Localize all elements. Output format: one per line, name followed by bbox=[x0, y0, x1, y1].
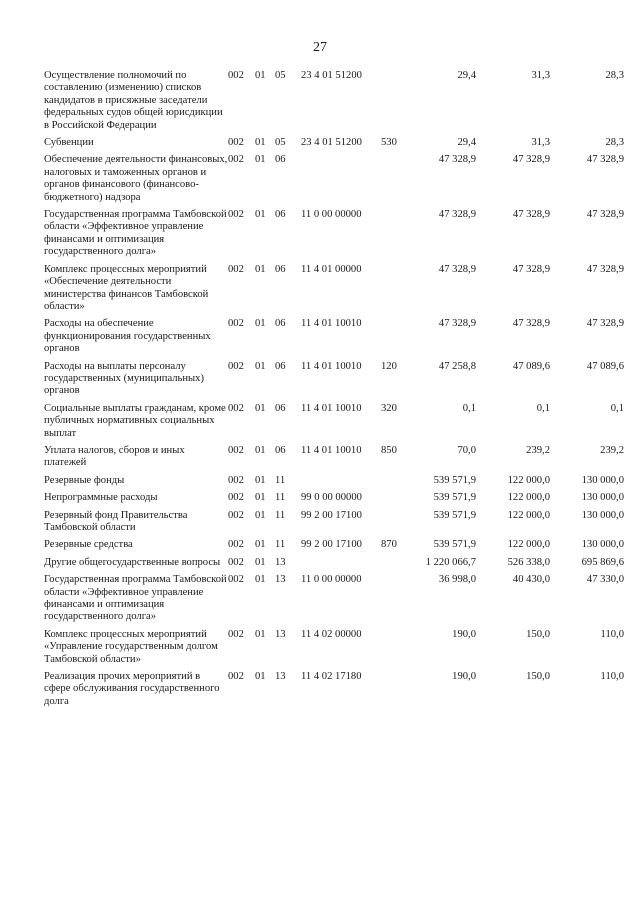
row-expense-type-code: 870 bbox=[381, 539, 397, 551]
row-amount-2: 122 000,0 bbox=[507, 474, 550, 486]
row-amount-1: 47 328,9 bbox=[438, 318, 476, 330]
row-amount-1: 29,4 bbox=[457, 70, 476, 81]
row-grbs-code: 002 bbox=[228, 574, 244, 586]
table-row bbox=[44, 492, 624, 509]
row-section-code: 01 bbox=[255, 539, 266, 551]
row-target-article-code: 11 0 00 00000 bbox=[301, 209, 362, 221]
row-subsection-code: 06 bbox=[275, 263, 286, 275]
row-name: Комплекс процессных мероприятий «Обеспечение деятельности министерства финансов Тамбовской области» bbox=[44, 263, 209, 312]
row-amount-3: 47 328,9 bbox=[586, 209, 624, 221]
row-name: Другие общегосударственные вопросы bbox=[44, 556, 221, 568]
row-amount-1: 190,0 bbox=[452, 671, 476, 683]
row-grbs-code: 002 bbox=[228, 492, 244, 504]
row-section-code: 01 bbox=[255, 209, 266, 221]
row-amount-3: 695 869,6 bbox=[581, 556, 624, 568]
row-amount-2: 122 000,0 bbox=[507, 509, 550, 521]
row-name: Субвенции bbox=[44, 137, 94, 149]
table-row bbox=[44, 557, 624, 574]
row-name: Расходы на обеспечение функционирования государственных органов bbox=[44, 318, 211, 355]
row-expense-type-code bbox=[381, 70, 405, 137]
table-row bbox=[44, 361, 624, 403]
row-subsection-code: 06 bbox=[275, 209, 286, 221]
row-amount-3: 110,0 bbox=[600, 671, 624, 683]
row-expense-type-code bbox=[381, 154, 405, 209]
row-amount-2: 31,3 bbox=[531, 70, 550, 81]
row-subsection-code: 05 bbox=[275, 70, 286, 81]
row-subsection-code: 11 bbox=[275, 539, 286, 551]
row-target-article-code: 11 4 02 17180 bbox=[301, 671, 362, 683]
row-amount-3: 28,3 bbox=[605, 70, 624, 81]
row-amount-3: 0,1 bbox=[610, 402, 624, 414]
row-expense-type-code bbox=[381, 671, 405, 713]
table-row bbox=[44, 671, 624, 713]
row-target-article-code: 11 4 01 10010 bbox=[301, 360, 362, 372]
table-row bbox=[44, 209, 624, 264]
row-target-article-code bbox=[301, 154, 381, 209]
table-row bbox=[44, 475, 624, 492]
row-amount-2: 122 000,0 bbox=[507, 539, 550, 551]
row-target-article-code: 11 4 01 10010 bbox=[301, 444, 362, 456]
row-name: Непрограммные расходы bbox=[44, 492, 158, 504]
row-amount-3: 47 328,9 bbox=[586, 318, 624, 330]
row-section-code: 01 bbox=[255, 671, 266, 683]
row-target-article-code: 99 2 00 17100 bbox=[301, 509, 362, 521]
row-target-article-code: 11 4 02 00000 bbox=[301, 628, 362, 640]
row-grbs-code: 002 bbox=[228, 474, 244, 486]
row-amount-3: 110,0 bbox=[600, 628, 624, 640]
row-target-article-code: 23 4 01 51200 bbox=[301, 70, 362, 81]
row-subsection-code: 13 bbox=[275, 574, 286, 586]
row-expense-type-code bbox=[381, 209, 405, 264]
row-amount-1: 539 571,9 bbox=[433, 509, 476, 521]
row-grbs-code: 002 bbox=[228, 671, 244, 683]
row-expense-type-code bbox=[381, 557, 405, 574]
budget-table bbox=[44, 70, 624, 713]
row-amount-2: 239,2 bbox=[526, 444, 550, 456]
row-section-code: 01 bbox=[255, 444, 266, 456]
row-amount-1: 29,4 bbox=[457, 137, 476, 149]
row-subsection-code: 13 bbox=[275, 671, 286, 683]
row-amount-1: 190,0 bbox=[452, 628, 476, 640]
row-amount-2: 0,1 bbox=[536, 402, 550, 414]
row-expense-type-code bbox=[381, 264, 405, 319]
row-name: Социальные выплаты гражданам, кроме публичных нормативных социальных выплат bbox=[44, 402, 226, 439]
row-amount-1: 539 571,9 bbox=[433, 474, 476, 486]
row-amount-2: 47 328,9 bbox=[512, 154, 550, 166]
row-name: Осуществление полномочий по составлению (изменению) списков кандидатов в присяжные заседатели федеральных судов общей юрисдикции в Российской Федерации bbox=[44, 70, 223, 131]
row-section-code: 01 bbox=[255, 474, 266, 486]
row-grbs-code: 002 bbox=[228, 318, 244, 330]
row-amount-1: 70,0 bbox=[457, 444, 476, 456]
row-subsection-code: 06 bbox=[275, 318, 286, 330]
row-target-article-code: 99 2 00 17100 bbox=[301, 539, 362, 551]
table-row bbox=[44, 264, 624, 319]
row-grbs-code: 002 bbox=[228, 137, 244, 149]
row-expense-type-code bbox=[381, 475, 405, 492]
table-row bbox=[44, 574, 624, 629]
row-section-code: 01 bbox=[255, 70, 266, 81]
row-name: Обеспечение деятельности финансовых, налоговых и таможенных органов и органов финансового (финансово-бюджетного) надзора bbox=[44, 154, 228, 203]
row-amount-2: 150,0 bbox=[526, 628, 550, 640]
row-subsection-code: 06 bbox=[275, 360, 286, 372]
row-amount-2: 40 430,0 bbox=[512, 574, 550, 586]
row-name: Комплекс процессных мероприятий «Управление государственным долгом Тамбовской области» bbox=[44, 628, 218, 665]
row-section-code: 01 bbox=[255, 154, 266, 166]
page-number: 27 bbox=[313, 40, 327, 55]
row-target-article-code bbox=[301, 557, 381, 574]
row-expense-type-code: 850 bbox=[381, 444, 397, 456]
row-amount-1: 47 258,8 bbox=[438, 360, 476, 372]
row-expense-type-code: 120 bbox=[381, 360, 397, 372]
row-section-code: 01 bbox=[255, 137, 266, 149]
table-row bbox=[44, 403, 624, 445]
row-amount-2: 526 338,0 bbox=[507, 556, 550, 568]
row-subsection-code: 13 bbox=[275, 628, 286, 640]
row-name: Уплата налогов, сборов и иных платежей bbox=[44, 444, 185, 469]
row-amount-2: 47 328,9 bbox=[512, 318, 550, 330]
table-row bbox=[44, 137, 624, 154]
row-name: Расходы на выплаты персоналу государственных (муниципальных) органов bbox=[44, 360, 204, 397]
row-amount-1: 539 571,9 bbox=[433, 539, 476, 551]
row-target-article-code: 11 4 01 10010 bbox=[301, 402, 362, 414]
row-target-article-code: 11 4 01 10010 bbox=[301, 318, 362, 330]
row-subsection-code: 06 bbox=[275, 402, 286, 414]
row-grbs-code: 002 bbox=[228, 509, 244, 521]
row-amount-2: 47 328,9 bbox=[512, 209, 550, 221]
row-section-code: 01 bbox=[255, 628, 266, 640]
row-amount-1: 539 571,9 bbox=[433, 492, 476, 504]
row-amount-2: 122 000,0 bbox=[507, 492, 550, 504]
row-expense-type-code bbox=[381, 318, 405, 360]
row-section-code: 01 bbox=[255, 492, 266, 504]
row-section-code: 01 bbox=[255, 574, 266, 586]
row-amount-1: 47 328,9 bbox=[438, 209, 476, 221]
row-grbs-code: 002 bbox=[228, 444, 244, 456]
row-grbs-code: 002 bbox=[228, 154, 244, 166]
row-section-code: 01 bbox=[255, 360, 266, 372]
row-amount-3: 28,3 bbox=[605, 137, 624, 149]
row-expense-type-code: 530 bbox=[381, 137, 397, 149]
row-grbs-code: 002 bbox=[228, 263, 244, 275]
row-amount-2: 47 328,9 bbox=[512, 263, 550, 275]
row-amount-1: 47 328,9 bbox=[438, 263, 476, 275]
row-target-article-code bbox=[301, 475, 381, 492]
row-target-article-code: 23 4 01 51200 bbox=[301, 137, 362, 149]
table-row bbox=[44, 318, 624, 360]
row-expense-type-code bbox=[381, 492, 405, 509]
row-name: Резервные средства bbox=[44, 539, 133, 551]
row-amount-1: 36 998,0 bbox=[438, 574, 476, 586]
row-subsection-code: 06 bbox=[275, 444, 286, 456]
row-expense-type-code: 320 bbox=[381, 402, 397, 414]
row-name: Резервный фонд Правительства Тамбовской области bbox=[44, 509, 188, 533]
row-grbs-code: 002 bbox=[228, 539, 244, 551]
row-section-code: 01 bbox=[255, 263, 266, 275]
row-amount-3: 47 328,9 bbox=[586, 263, 624, 275]
row-amount-3: 130 000,0 bbox=[581, 474, 624, 486]
row-section-code: 01 bbox=[255, 509, 266, 521]
row-amount-2: 47 089,6 bbox=[512, 360, 550, 372]
row-subsection-code: 11 bbox=[275, 474, 286, 486]
row-amount-3: 47 330,0 bbox=[586, 574, 624, 586]
table-row bbox=[44, 154, 624, 209]
row-grbs-code: 002 bbox=[228, 402, 244, 414]
row-target-article-code: 99 0 00 00000 bbox=[301, 492, 362, 504]
row-expense-type-code bbox=[381, 574, 405, 629]
row-grbs-code: 002 bbox=[228, 628, 244, 640]
row-expense-type-code bbox=[381, 510, 405, 540]
table-row bbox=[44, 629, 624, 671]
row-name: Реализация прочих мероприятий в сфере обслуживания государственного долга bbox=[44, 671, 220, 707]
table-row bbox=[44, 445, 624, 475]
row-section-code: 01 bbox=[255, 318, 266, 330]
row-subsection-code: 13 bbox=[275, 556, 286, 568]
row-grbs-code: 002 bbox=[228, 556, 244, 568]
row-name: Государственная программа Тамбовской области «Эффективное управление финансами и оптимизация государственного долга» bbox=[44, 574, 227, 623]
row-amount-3: 130 000,0 bbox=[581, 509, 624, 521]
row-amount-3: 130 000,0 bbox=[581, 492, 624, 504]
row-expense-type-code bbox=[381, 629, 405, 671]
table-row bbox=[44, 539, 624, 556]
row-amount-1: 47 328,9 bbox=[438, 154, 476, 166]
row-subsection-code: 11 bbox=[275, 492, 286, 504]
row-subsection-code: 11 bbox=[275, 509, 286, 521]
row-amount-3: 47 328,9 bbox=[586, 154, 624, 166]
row-amount-2: 31,3 bbox=[531, 137, 550, 149]
table-row bbox=[44, 510, 624, 540]
row-name: Государственная программа Тамбовской области «Эффективное управление финансами и оптимизация государственного долга» bbox=[44, 209, 227, 258]
row-subsection-code: 05 bbox=[275, 137, 286, 149]
row-amount-3: 130 000,0 bbox=[581, 539, 624, 551]
row-grbs-code: 002 bbox=[228, 360, 244, 372]
row-target-article-code: 11 4 01 00000 bbox=[301, 263, 362, 275]
row-section-code: 01 bbox=[255, 556, 266, 568]
row-section-code: 01 bbox=[255, 402, 266, 414]
row-amount-3: 47 089,6 bbox=[586, 360, 624, 372]
row-subsection-code: 06 bbox=[275, 154, 286, 166]
row-grbs-code: 002 bbox=[228, 209, 244, 221]
budget-rows bbox=[44, 70, 624, 713]
row-target-article-code: 11 0 00 00000 bbox=[301, 574, 362, 586]
row-grbs-code: 002 bbox=[228, 70, 244, 81]
row-amount-2: 150,0 bbox=[526, 671, 550, 683]
row-amount-1: 0,1 bbox=[462, 402, 476, 414]
table-row bbox=[44, 70, 624, 137]
row-name: Резервные фонды bbox=[44, 474, 125, 486]
row-amount-1: 1 220 066,7 bbox=[425, 556, 476, 568]
row-amount-3: 239,2 bbox=[600, 444, 624, 456]
